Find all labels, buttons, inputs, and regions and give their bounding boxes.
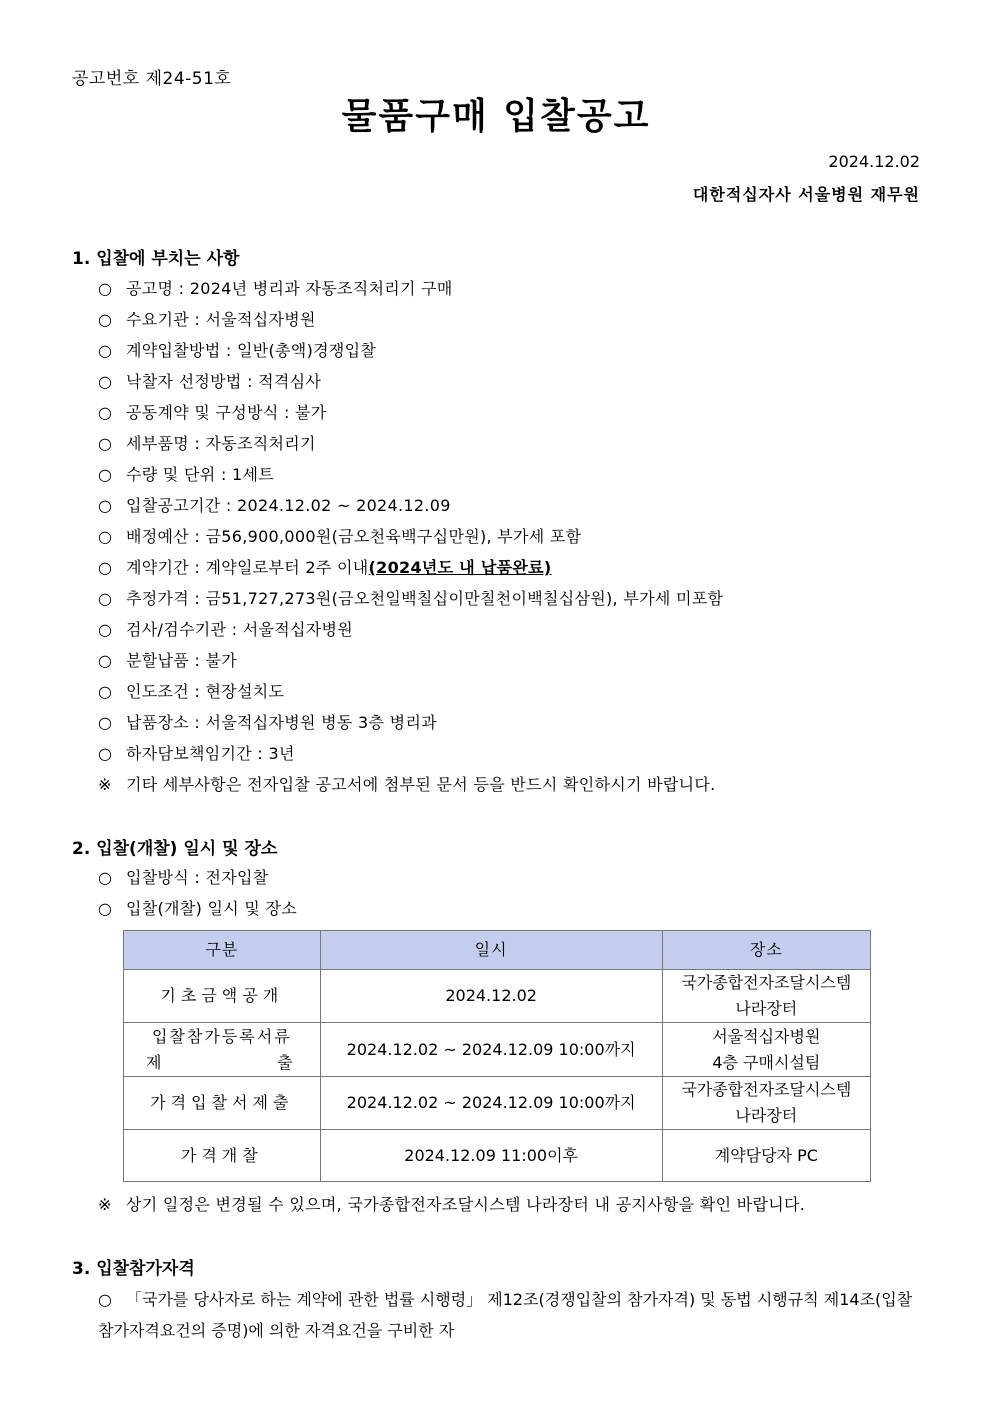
list-item: ○ 계약입찰방법 : 일반(총액)경쟁입찰: [98, 341, 377, 360]
issuing-organization: 대한적십자사 서울병원 재무원: [692, 185, 920, 204]
table-cell: 2024.12.02 ~ 2024.12.09 10:00까지: [320, 1077, 662, 1130]
section2-heading: 2. 입찰(개찰) 일시 및 장소: [72, 839, 278, 859]
table-row: [124, 1130, 871, 1182]
table-row: [124, 970, 871, 1023]
bullet-icon: ○: [98, 899, 113, 918]
bullet-icon: ○: [98, 372, 113, 391]
bullet-icon: ○: [98, 868, 113, 887]
notice-date: 2024.12.02: [828, 152, 920, 171]
table-cell: 국가종합전자조달시스템 나라장터: [662, 1077, 870, 1130]
list-item: ○ 계약기간 : 계약일로부터 2주 이내(2024년도 내 납품완료): [98, 558, 552, 577]
page-title: 물품구매 입찰공고: [341, 96, 651, 137]
list-item: ○ 공동계약 및 구성방식 : 불가: [98, 403, 327, 422]
list-item: ○ 추정가격 : 금51,727,273원(금오천일백칠십이만칠천이백칠십삼원), 부가세 미포함: [98, 589, 724, 608]
list-item: ○ 「국가를 당사자로 하는 계약에 관한 법률 시행령」 제12조(경쟁입찰의 참가자격) 및 동법 시행규칙 제14조(입찰참가자격요건의 증명)에 의한 자격요건을 구비한 자: [98, 1284, 922, 1346]
bullet-icon: ○: [98, 651, 113, 670]
table-cell: 2024.12.09 11:00이후: [320, 1130, 662, 1182]
column-header: 구분: [124, 931, 321, 970]
table-cell: 가격입찰서제출: [124, 1077, 321, 1130]
list-item: ○ 입찰(개찰) 일시 및 장소: [98, 899, 298, 918]
list-item: ○ 세부품명 : 자동조직처리기: [98, 434, 316, 453]
list-item: ○ 입찰방식 : 전자입찰: [98, 868, 269, 887]
list-item: ○ 배정예산 : 금56,900,000원(금오천육백구십만원), 부가세 포함: [98, 527, 582, 546]
column-header: 일시: [320, 931, 662, 970]
table-cell: 2024.12.02 ~ 2024.12.09 10:00까지: [320, 1023, 662, 1077]
bullet-icon: ○: [98, 403, 113, 422]
list-item: ○ 하자담보책임기간 : 3년: [98, 744, 295, 763]
bullet-icon: ○: [98, 341, 113, 360]
table-header-row: [124, 931, 871, 970]
list-item: ○ 인도조건 : 현장설치도: [98, 682, 285, 701]
list-item: ○ 낙찰자 선정방법 : 적격심사: [98, 372, 322, 391]
table-cell: 가격개찰: [124, 1130, 321, 1182]
list-item: ○ 검사/검수기관 : 서울적십자병원: [98, 620, 353, 639]
bullet-icon: ○: [98, 713, 113, 732]
section1-heading: 1. 입찰에 부치는 사항: [72, 249, 240, 269]
bullet-icon: ○: [98, 310, 113, 329]
table-cell: 서울적십자병원 4층 구매시설팀: [662, 1023, 870, 1077]
list-item: ○ 수량 및 단위 : 1세트: [98, 465, 275, 484]
table-cell: 기초금액공개: [124, 970, 321, 1023]
bullet-icon: ○: [98, 620, 113, 639]
column-header: 장소: [662, 931, 870, 970]
bullet-icon: ○: [98, 496, 113, 515]
bullet-icon: ○: [98, 465, 113, 484]
bullet-icon: ○: [98, 589, 113, 608]
bullet-icon: ○: [98, 279, 113, 298]
table-cell: 계약담당자 PC: [662, 1130, 870, 1182]
list-item: ○ 입찰공고기간 : 2024.12.02 ~ 2024.12.09: [98, 496, 451, 515]
table-cell: 입찰참가등록서류 제 출: [124, 1023, 321, 1077]
table-cell: 국가종합전자조달시스템 나라장터: [662, 970, 870, 1023]
notice-number: 공고번호 제24-51호: [72, 69, 232, 89]
reference-mark-icon: ※: [98, 1195, 112, 1214]
section2-note: ※ 상기 일정은 변경될 수 있으며, 국가종합전자조달시스템 나라장터 내 공지사항을 확인 바랍니다.: [98, 1195, 806, 1214]
bullet-icon: ○: [98, 558, 113, 577]
reference-mark-icon: ※: [98, 775, 112, 794]
bullet-icon: ○: [98, 744, 113, 763]
list-item: ○ 납품장소 : 서울적십자병원 병동 3층 병리과: [98, 713, 437, 732]
list-item: ○ 분할납품 : 불가: [98, 651, 237, 670]
section3-heading: 3. 입찰참가자격: [72, 1259, 195, 1279]
bullet-icon: ○: [98, 682, 113, 701]
section1-note: ※ 기타 세부사항은 전자입찰 공고서에 첨부된 문서 등을 반드시 확인하시기 바랍니다.: [98, 775, 716, 794]
list-item: ○ 수요기관 : 서울적십자병원: [98, 310, 316, 329]
list-item: ○ 공고명 : 2024년 병리과 자동조직처리기 구매: [98, 279, 453, 298]
delivery-deadline-emphasis: (2024년도 내 납품완료): [368, 558, 552, 577]
bullet-icon: ○: [98, 1290, 112, 1309]
schedule-table: [123, 930, 871, 1182]
bullet-icon: ○: [98, 434, 113, 453]
table-row: [124, 1077, 871, 1130]
table-row: [124, 1023, 871, 1077]
bullet-icon: ○: [98, 527, 113, 546]
table-cell: 2024.12.02: [320, 970, 662, 1023]
